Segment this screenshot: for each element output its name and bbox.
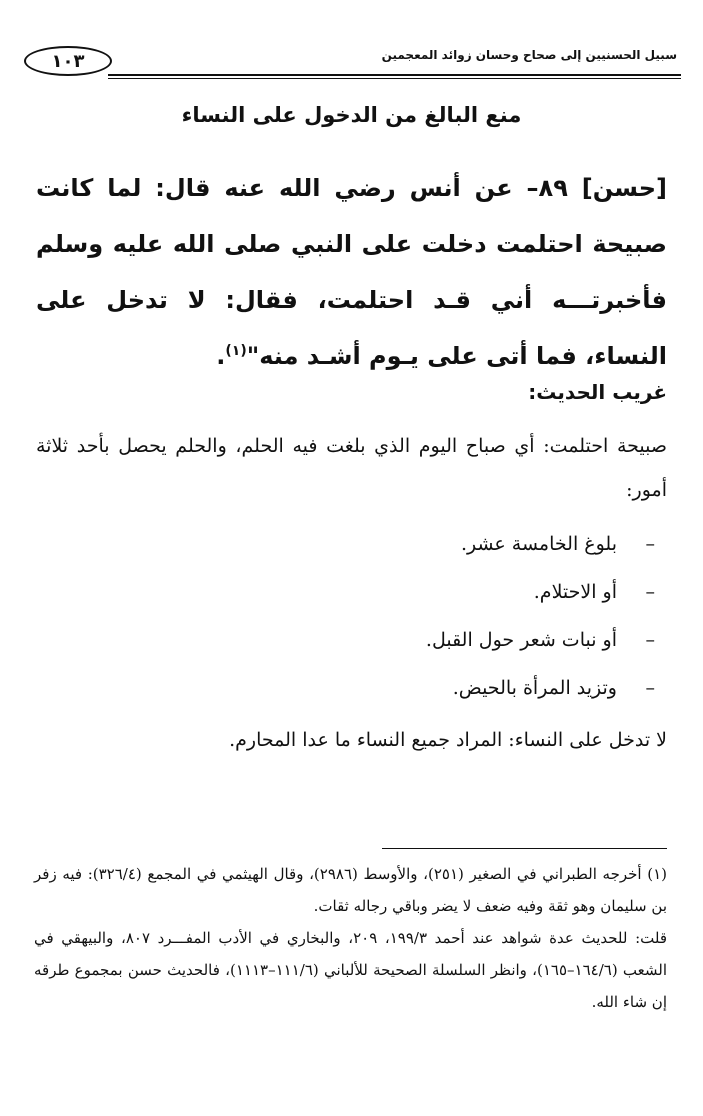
page-number: ١٠٣ (51, 50, 85, 72)
list-item-text: وتزيد المرأة بالحيض. (452, 677, 617, 699)
header-rule-thin (108, 78, 681, 79)
hadith-grade: [حسن] (581, 174, 667, 202)
list-item (36, 664, 655, 712)
hadith-number: ٨٩– (526, 174, 568, 202)
bullet-dash: – (645, 581, 655, 603)
list-item-text: بلوغ الخامسة عشر. (460, 533, 617, 555)
gloss-women: لا تدخل على النساء: المراد جميع النساء ما عدا المحارم. (229, 729, 667, 751)
bullet-dash: – (645, 533, 655, 555)
footnote-separator (382, 848, 667, 849)
footnote-1: (١) أخرجه الطبراني في الصغير (٢٥١)، والأوسط (٢٩٨٦)، وقال الهيثمي في المجمع (٣٢٦/٤): فيه زفر بن سليمان وهو ثقة وفيه ضعف لا يضر وباقي رجاله ثقات. (34, 865, 667, 915)
list-item-text: أو الاحتلام. (533, 581, 617, 603)
book-title: سبيل الحسنيين إلى صحاح وحسان زوائد المعجمين (381, 48, 677, 62)
footnote-commentary: قلت: للحديث عدة شواهد عند أحمد ١٩٩/٣، ٢٠٩، والبخاري في الأدب المفـــرد ٨٠٧، والبيهقي في الشعب (١٦٤/٦–١٦٥)، وانظر السلسلة الصحيحة للألباني (١١١/٦–١١١٣)، فالحديث حسن بمجموع طرقه إن شاء الله. (34, 929, 668, 1011)
header-rule (108, 74, 681, 76)
hadith-text (36, 160, 667, 384)
list-item (36, 568, 655, 616)
chapter-title: منع البالغ من الدخول على النساء (181, 103, 522, 127)
bullet-dash: – (645, 629, 655, 651)
footnotes (34, 858, 667, 1018)
gloss-intro: صبيحة احتلمت: أي صباح اليوم الذي بلغت فيه الحلم، والحلم يحصل بأحد ثلاثة أمور: (36, 435, 667, 501)
bullet-dash: – (645, 677, 655, 699)
footnote-reference: (١) (225, 343, 247, 359)
list-item-text: أو نبات شعر حول القبل. (425, 629, 617, 651)
list-item (36, 520, 655, 568)
running-header (20, 44, 681, 84)
list-item (36, 616, 655, 664)
hadith-end: . (216, 342, 226, 370)
gharib-heading: غريب الحديث: (528, 380, 667, 404)
hadith-body: عن أنس رضي الله عنه قال: لما كانت صبيحة احتلمت دخلت على النبي صلى الله عليه وسلم فأخبرتـــه أني قـد احتلمت، فقال: لا تدخل على النساء، فما أتى على يـوم أشـد منه" (36, 174, 667, 370)
page-number-oval (24, 46, 112, 76)
conditions-list (36, 520, 655, 712)
